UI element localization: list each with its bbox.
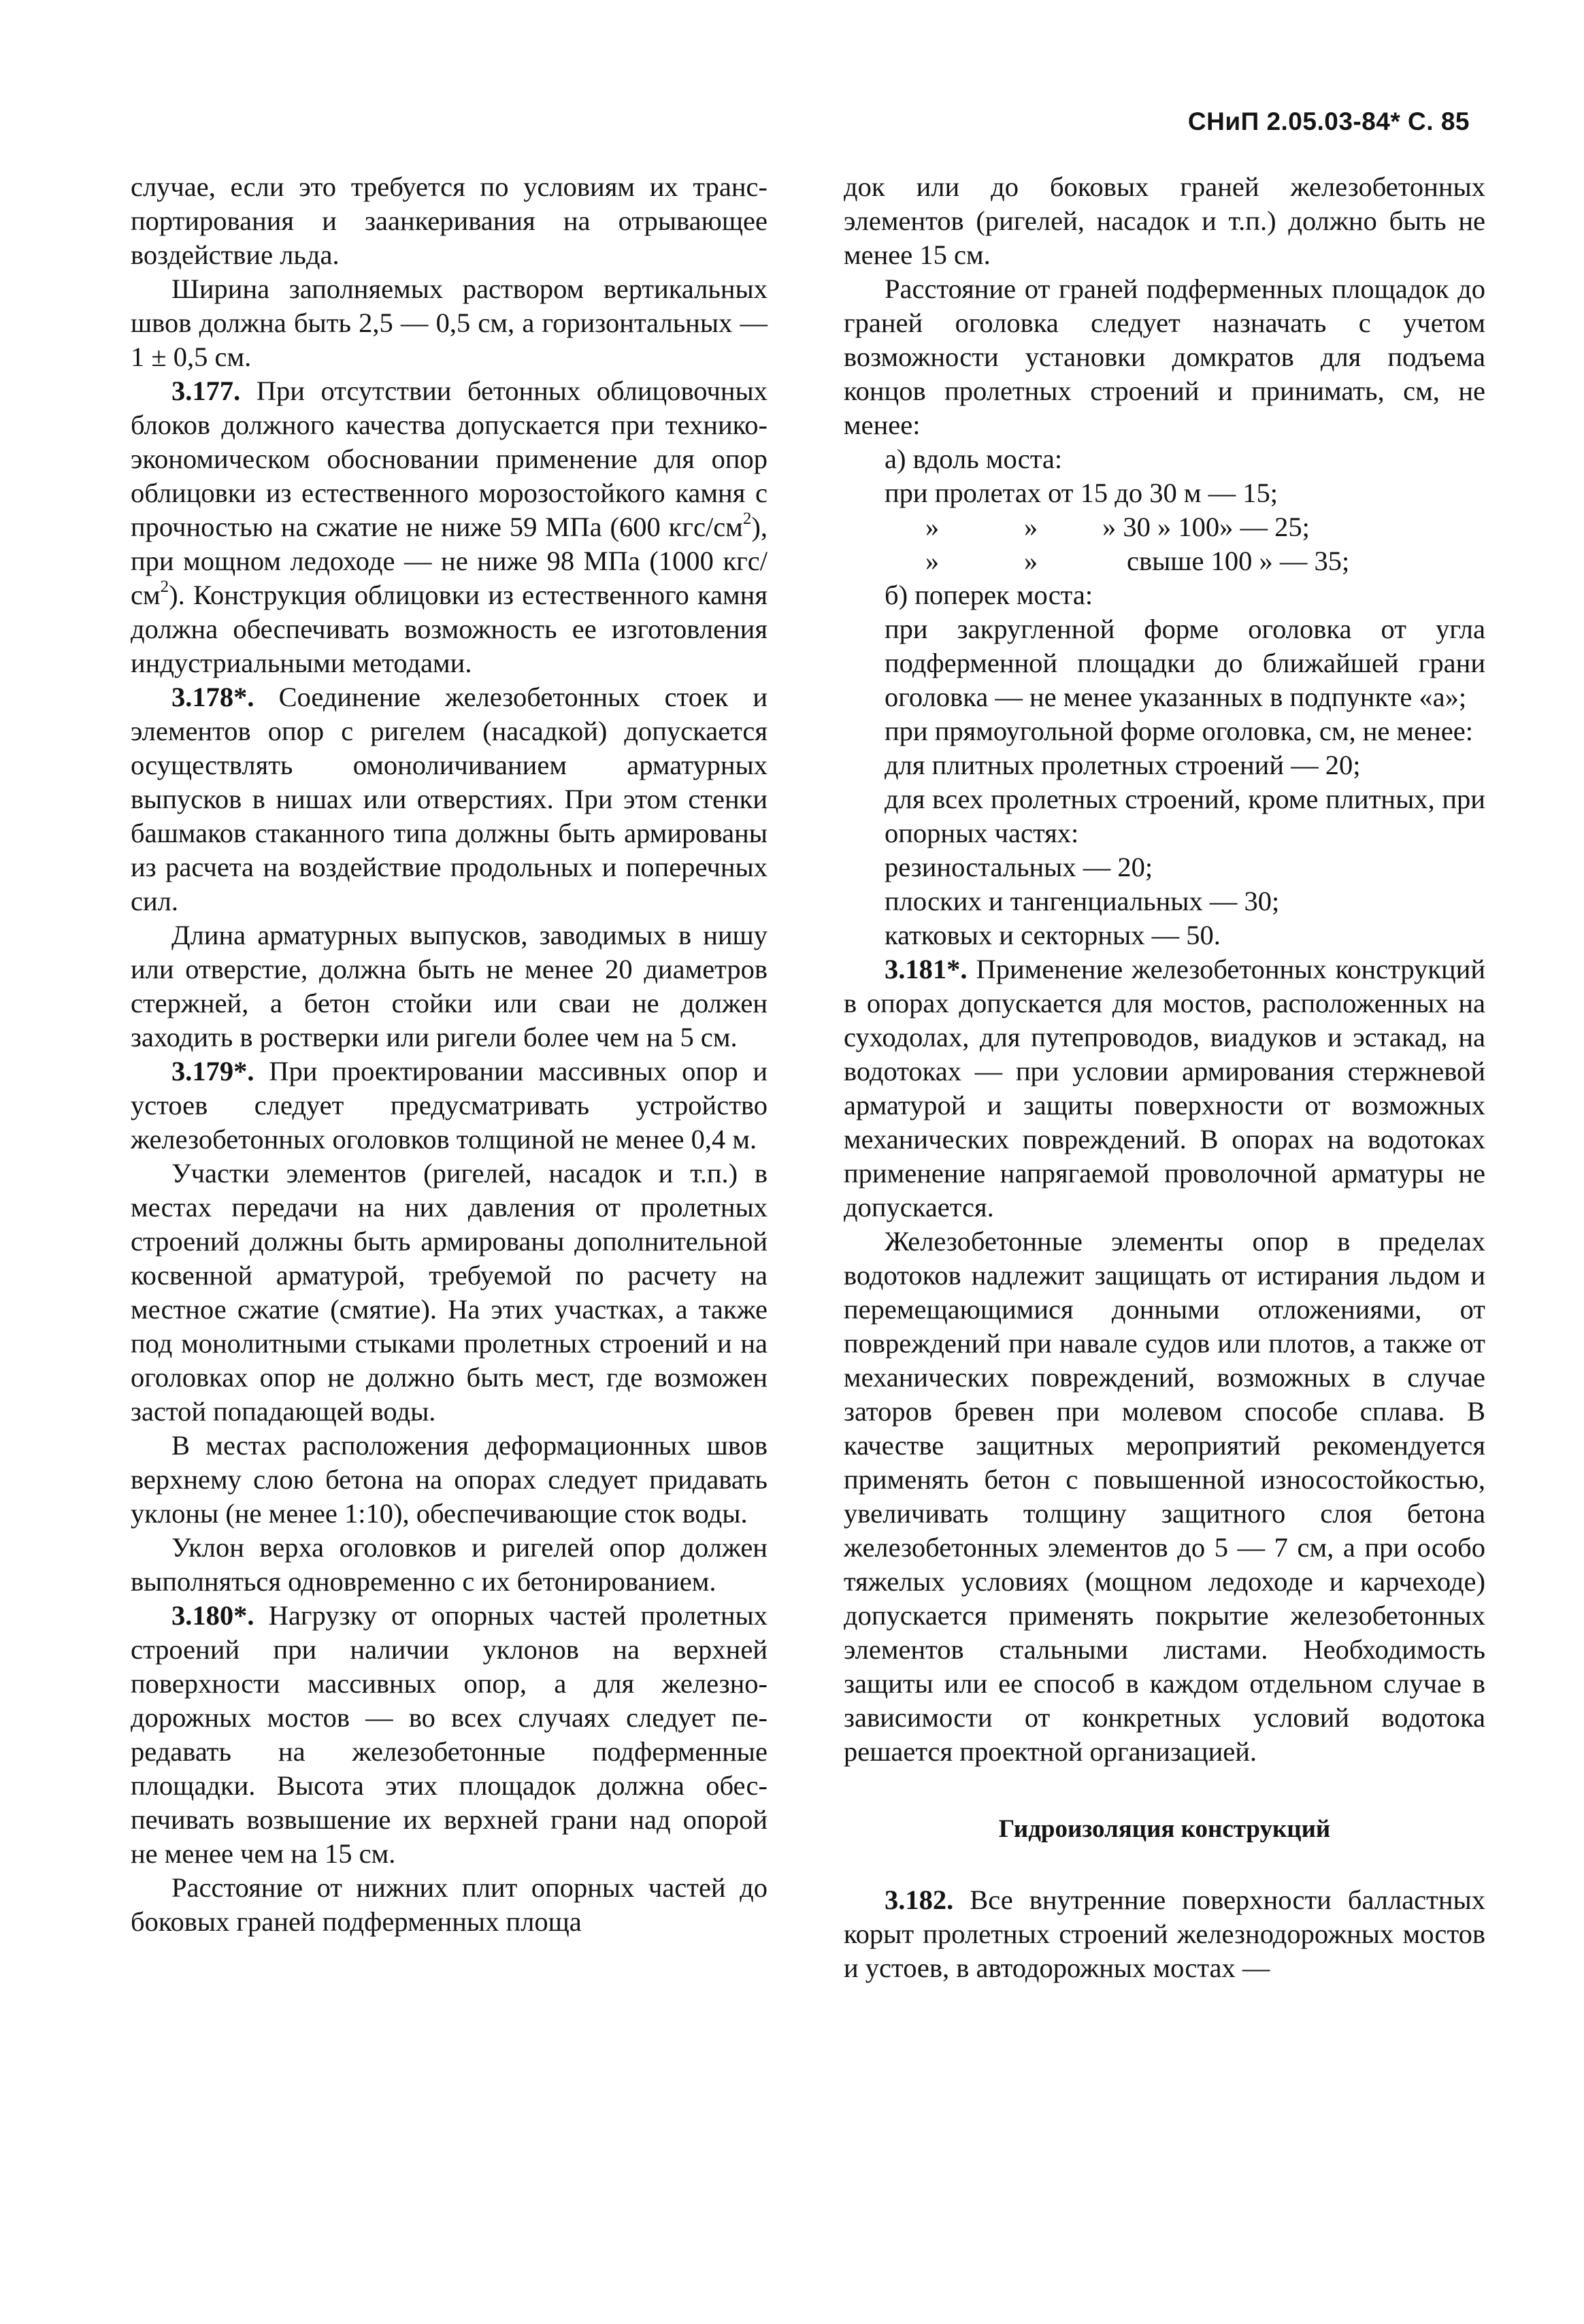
paragraph: Уклон верха оголовков и ригелей опор должен выполняться одновременно с их бетонированием. <box>131 1532 768 1597</box>
ditto-mark: » <box>1023 546 1038 576</box>
ditto-mark: » <box>925 512 940 542</box>
list-heading: а) вдоль моста: <box>885 444 1063 474</box>
ditto-mark: » <box>925 546 940 576</box>
clause-3-182 <box>844 1883 1485 1985</box>
paragraph: Расстояние от нижних плит опорных частей до боковых граней подферменных площа <box>131 1872 768 1937</box>
list-item-text: свыше 100 » — 35; <box>1127 546 1350 576</box>
right-column <box>844 170 1485 1985</box>
superscript: 2 <box>160 577 169 596</box>
list-item: при пролетах от 15 до 30 м — 15; <box>885 478 1278 508</box>
list-item: для всех пролетных строений, кроме плитных, при опорных частях: <box>885 784 1485 848</box>
list-item: при закругленной форме оголовка от угла подферменной площадки до ближайшей грани оголовка — не менее указанных в подпункте «а»; <box>885 614 1485 712</box>
list-item: при прямоугольной форме оголовка, см, не менее: <box>885 716 1473 746</box>
clause-3-177 <box>131 374 768 680</box>
page-header: СНиП 2.05.03-84* С. 85 <box>1187 107 1470 135</box>
ditto-mark: » <box>1023 512 1038 542</box>
section-heading: Гидроизоляция конструкций <box>998 1815 1331 1843</box>
clause-text: Нагрузку от опорных частей пролетных строений при наличии уклонов на верхней поверхности массивных опор, а для железнодорожных мостов — во всех случаях следует передавать на железобетонные подферменные площадки. Высота этих площадок должна обеспечивать возвышение их верхней грани над опорой не менее чем на 15 см. <box>131 1600 768 1869</box>
list-item: для плитных пролетных строений — 20; <box>885 750 1361 780</box>
clause-3-178 <box>131 680 768 918</box>
clause-3-179 <box>131 1055 768 1157</box>
clause-number: 3.177. <box>171 376 241 406</box>
list-heading: б) поперек моста: <box>885 580 1093 610</box>
clause-text: При отсутствии бетонных облицовочных блоков должного качества допускается при технико-экономическом обосновании применение для опор облицовки из естественного морозостойкого камня с прочностью на сжатие не ниже 59 МПа (600 кгс/см <box>131 376 768 542</box>
clause-text: ), при мощном ледоходе — не ниже 98 МПа (1000 кгс/см <box>131 512 768 610</box>
clause-number: 3.179*. <box>171 1056 254 1086</box>
clause-text: Соединение железобетонных стоек и элементов опор с ригелем (насадкой) допускается осуществлять омоноличиванием арматурных выпусков в нишах или отверстиях. При этом стенки башмаков стаканного типа должны быть армированы из расчета на воздействие продольных и поперечных сил. <box>131 682 768 916</box>
clause-number: 3.182. <box>885 1885 954 1915</box>
list-item: катковых и секторных — 50. <box>885 920 1221 950</box>
clause-number: 3.178*. <box>171 682 254 712</box>
paragraph: В местах расположения деформационных швов верхнему слою бетона на опорах следует придавать уклоны (не менее 1:10), обеспечивающие сток воды. <box>131 1430 768 1529</box>
clause-text: ). Конструкция облицовки из естественного камня должна обеспечивать возможность ее изготовления индустриальными методами. <box>131 580 768 678</box>
list-item <box>844 510 1485 544</box>
clause-number: 3.181*. <box>885 954 968 984</box>
list-item <box>844 544 1485 578</box>
list-item: резиностальных — 20; <box>885 852 1153 882</box>
clause-text: Все внутренние поверхности балластных корыт пролетных строений железнодорожных мостов и устоев, в автодорожных мостах — <box>844 1885 1485 1983</box>
paragraph: Ширина заполняемых раствором вертикальных швов должна быть 2,5 — 0,5 см, а горизонтальных — 1 ± 0,5 см. <box>131 273 768 372</box>
paragraph: Участки элементов (ригелей, насадок и т.п.) в местах передачи на них давления от пролетных строений должны быть армированы дополнительной косвенной арматурой, требуемой по расчету на местное сжатие (смятие). На этих участках, а также под монолитными стыками пролетных строений и на оголовках опор не должно быть мест, где возможен застой попадающей воды. <box>131 1158 768 1427</box>
clause-3-181 <box>844 952 1485 1225</box>
clause-3-180 <box>131 1599 768 1871</box>
clause-number: 3.180*. <box>171 1600 254 1631</box>
paragraph: Железобетонные элементы опор в пределах водотоков надлежит защищать от истирания льдом и перемещающимися донными отложениями, от повреждений при навале судов или плотов, а также от механических повреждений, возможных в случае заторов бревен при молевом способе сплава. В качестве защитных мероприятий рекомендуется применять бетон с повышенной износостойкостью, увеличивать толщину защитного слоя бетона железобетонных элементов до 5 — 7 см, а при особо тяжелых условиях (мощном ледоходе и карчеходе) допускается применять покрытие железобетонных элементов стальными листами. Необходимость защиты или ее способ в каждом отдельном случае в зависимости от конкретных условий водотока решается проектной организацией. <box>844 1226 1485 1767</box>
list-item: плоских и тангенциальных — 30; <box>885 886 1280 916</box>
paragraph: Расстояние от граней подферменных площадок до граней оголовка следует назначать с учетом возможности установки домкратов для подъема концов пролетных строений и принимать, см, не менее: <box>844 273 1485 440</box>
paragraph: док или до боковых граней железобетонных элементов (ригелей, насадок и т.п.) должно быть не менее 15 см. <box>844 171 1485 270</box>
clause-text: При проектировании массивных опор и устоев следует предусматривать устройство железобетонных оголовков толщиной не менее 0,4 м. <box>131 1056 768 1155</box>
list-item-text: » 30 » 100» — 25; <box>1102 512 1310 542</box>
paragraph: Длина арматурных выпусков, заводимых в нишу или отверстие, должна быть не менее 20 диаметров стержней, а бетон стойки или сваи не должен заходить в ростверки или ригели более чем на 5 см. <box>131 920 768 1052</box>
clause-text: Применение железобетонных конструкций в опорах допускается для мостов, расположенных на суходолах, для путепроводов, виадуков и эстакад, на водотоках — при условии армирования стержневой арматурой и защиты поверхности от возможных механических повреждений. В опорах на водотоках применение напрягаемой проволочной арматуры не допускается. <box>844 954 1485 1223</box>
paragraph: случае, если это требуется по условиям их транспортирования и заанкеривания на отрывающее воздействие льда. <box>131 171 768 270</box>
superscript: 2 <box>742 509 752 528</box>
left-column <box>131 170 768 1939</box>
